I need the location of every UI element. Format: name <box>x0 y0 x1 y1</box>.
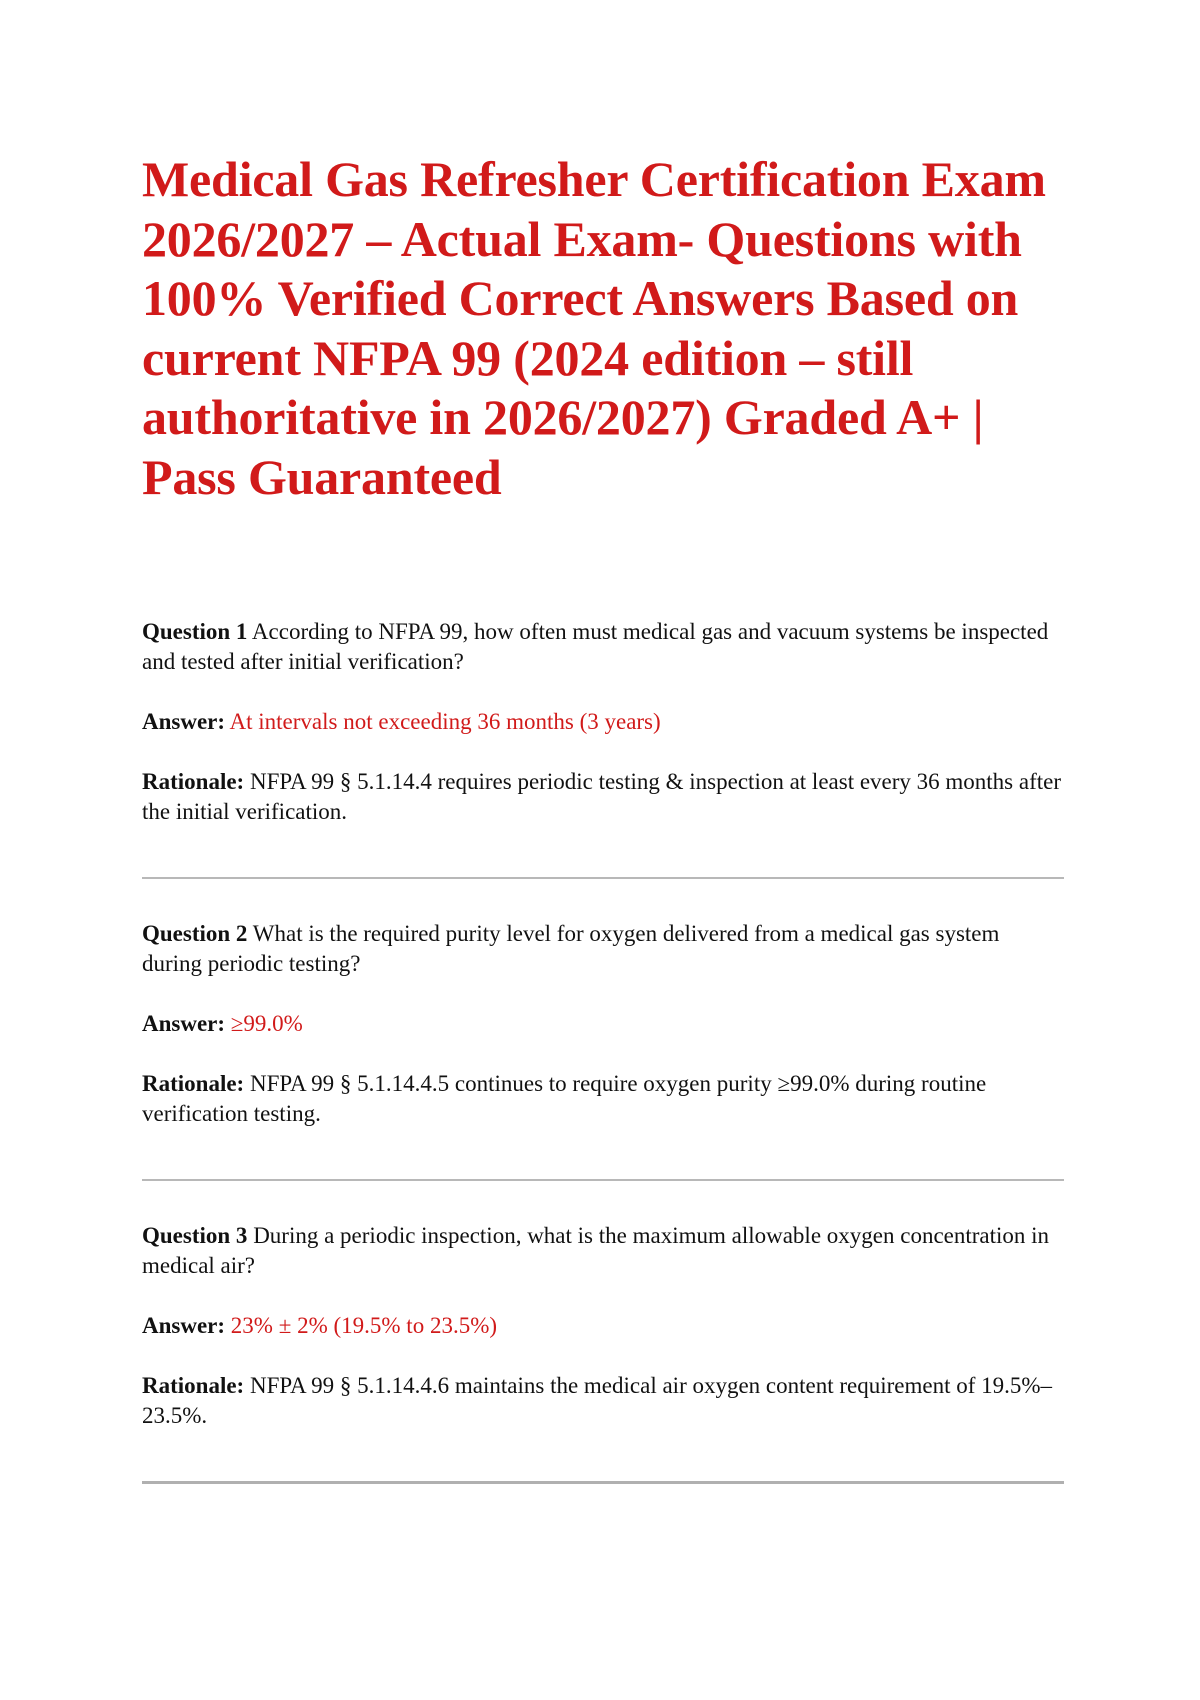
question-text <box>142 617 1064 677</box>
document-page <box>142 150 1064 1524</box>
document-title: Medical Gas Refresher Certification Exam 2026/2027 – Actual Exam- Questions with 100% Verified Correct Answers Based on current NFPA 99 (2024 edition – still authoritative in 2026/2027) Graded A+ | Pass Guaranteed <box>142 151 1046 505</box>
answer-label: Answer: <box>142 709 226 734</box>
answer-text: At intervals not exceeding 36 months (3 years) <box>229 709 661 734</box>
question-label: Question 1 <box>142 619 248 644</box>
question-item <box>142 919 1064 1129</box>
rationale-text: NFPA 99 § 5.1.14.4.6 maintains the medical air oxygen content requirement of 19.5%–23.5%. <box>142 1373 1053 1428</box>
question-body: What is the required purity level for oxygen delivered from a medical gas system during periodic testing? <box>142 921 1000 976</box>
rationale-label: Rationale: <box>142 1071 245 1096</box>
answer-line <box>142 1311 1064 1341</box>
answer-line <box>142 1009 1064 1039</box>
question-text <box>142 1221 1064 1281</box>
question-list <box>142 617 1064 1484</box>
rationale-line <box>142 767 1064 827</box>
rationale-text: NFPA 99 § 5.1.14.4.5 continues to require oxygen purity ≥99.0% during routine verification testing. <box>142 1071 987 1126</box>
answer-text: 23% ± 2% (19.5% to 23.5%) <box>230 1313 498 1338</box>
section-divider <box>142 1179 1064 1181</box>
section-divider <box>142 1481 1064 1484</box>
question-item <box>142 617 1064 827</box>
rationale-line <box>142 1069 1064 1129</box>
answer-line <box>142 707 1064 737</box>
rationale-label: Rationale: <box>142 769 245 794</box>
rationale-line <box>142 1371 1064 1431</box>
question-item <box>142 1221 1064 1431</box>
answer-label: Answer: <box>142 1313 226 1338</box>
question-label: Question 2 <box>142 921 248 946</box>
question-label: Question 3 <box>142 1223 248 1248</box>
rationale-label: Rationale: <box>142 1373 245 1398</box>
question-text <box>142 919 1064 979</box>
question-body: According to NFPA 99, how often must medical gas and vacuum systems be inspected and tested after initial verification? <box>142 619 1049 674</box>
section-divider <box>142 877 1064 879</box>
answer-label: Answer: <box>142 1011 226 1036</box>
question-body: During a periodic inspection, what is the maximum allowable oxygen concentration in medical air? <box>142 1223 1050 1278</box>
answer-text: ≥99.0% <box>230 1011 303 1036</box>
rationale-text: NFPA 99 § 5.1.14.4 requires periodic testing & inspection at least every 36 months after the initial verification. <box>142 769 1062 824</box>
